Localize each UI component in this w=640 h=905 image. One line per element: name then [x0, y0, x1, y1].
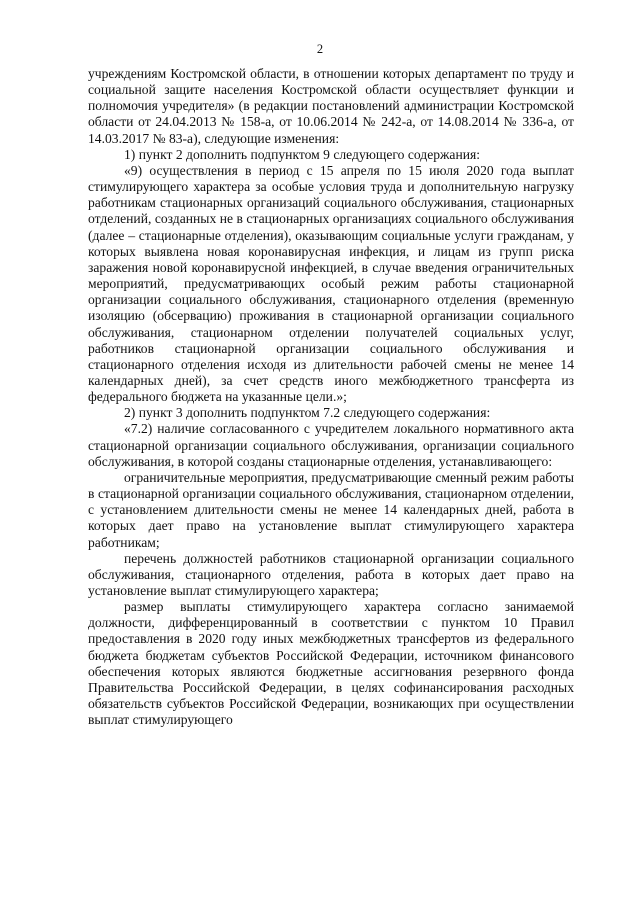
paragraph-subitem-7-2: «7.2) наличие согласованного с учредителем локального нормативного акта стационарной организации социального обслуживания, организации социального обслуживания, в которой созданы стационарные отделения, устанавливающего: [88, 421, 574, 469]
document-body [88, 66, 574, 728]
paragraph-restrictive-measures: ограничительные мероприятия, предусматривающие сменный режим работы в стационарной организации социального обслуживания, стационарном отделении, с установлением длительности смены не менее 14 календарных дней, работа в которых дает право на установление выплат стимулирующего характера работникам; [88, 469, 574, 550]
paragraph-subitem-9: «9) осуществления в период с 15 апреля по 15 июля 2020 года выплат стимулирующего характера за особые условия труда и дополнительную нагрузку работникам стационарных организаций социального обслуживания, стационарных отделений, созданных не в стационарных организациях социального обслуживания (далее – стационарные отделения), оказывающим социальные услуги гражданам, у которых выявлена новая коронавирусная инфекция, и лицам из групп риска заражения новой коронавирусной инфекцией, в случае введения ограничительных мероприятий, предусматривающих особый режим работы стационарной организации социального обслуживания, стационарного отделения (временную изоляцию (обсервацию) проживания в стационарной организации социального обслуживания, стационарном отделении получателей социальных услуг, работников стационарной организации социального обслуживания и стационарного отделения исходя из длительности рабочей смены не менее 14 календарных дней), за счет средств иного межбюджетного трансферта из федерального бюджета на указанные цели.»; [88, 162, 574, 405]
page-number: 2 [316, 42, 324, 56]
paragraph-item-1: 1) пункт 2 дополнить подпунктом 9 следующего содержания: [124, 146, 481, 162]
paragraph-item-2: 2) пункт 3 дополнить подпунктом 7.2 следующего содержания: [124, 405, 491, 421]
paragraph-positions-list: перечень должностей работников стационарной организации социального обслуживания, стационарного отделения, работа в которых дает право на установление выплат стимулирующего характера; [88, 550, 574, 598]
paragraph-payment-size: размер выплаты стимулирующего характера согласно занимаемой должности, дифференцированный в соответствии с пунктом 10 Правил предоставления в 2020 году иных межбюджетных трансфертов из федерального бюджета бюджетам субъектов Российской Федерации, источником финансового обеспечения которых являются бюджетные ассигнования резервного фонда Правительства Российской Федерации, в целях софинансирования расходных обязательств субъектов Российской Федерации, возникающих при осуществлении выплат стимулирующего [88, 599, 574, 728]
paragraph-intro-continuation: учреждениям Костромской области, в отношении которых департамент по труду и социальной защите населения Костромской области осуществляет функции и полномочия учредителя» (в редакции постановлений администрации Костромской области от 24.04.2013 № 158-а, от 10.06.2014 № 242-а, от 14.08.2014 № 336-а, от 14.03.2017 № 83-а), следующие изменения: [88, 66, 574, 146]
